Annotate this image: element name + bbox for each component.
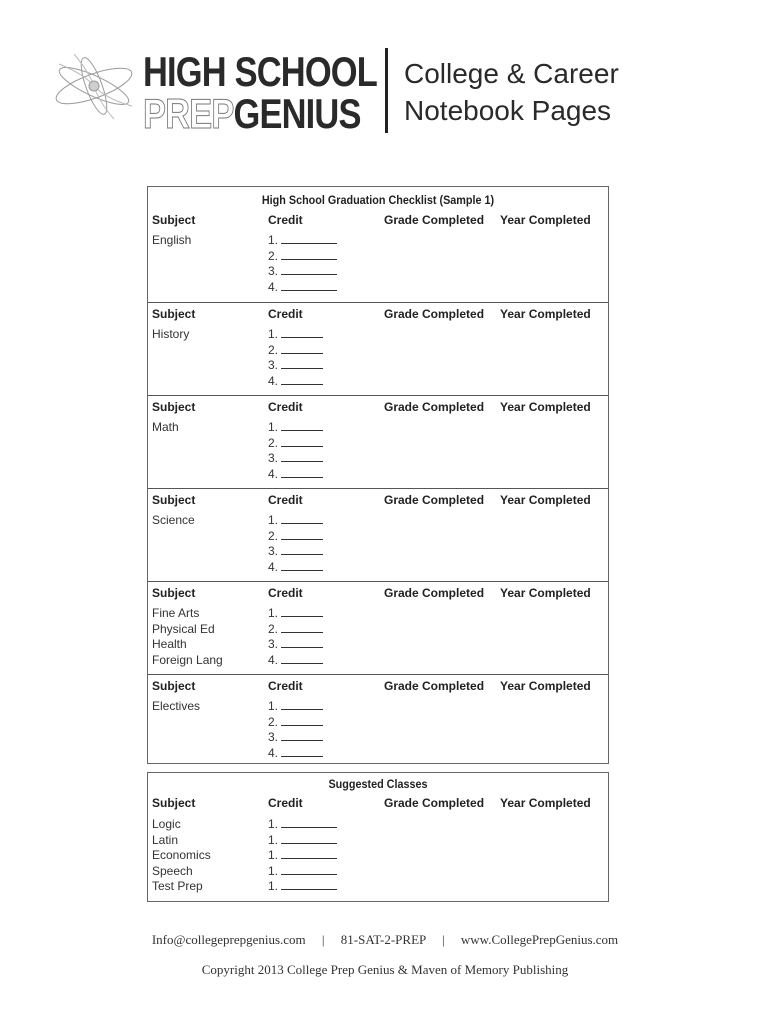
subject-name: Fine Arts	[152, 606, 200, 620]
credit-row	[268, 436, 323, 452]
credit-number: 3.	[268, 264, 279, 278]
credit-number: 3.	[268, 451, 279, 465]
credit-blank-field[interactable]	[281, 833, 337, 844]
credit-number: 1.	[268, 606, 279, 620]
credit-row	[268, 606, 323, 622]
page-header	[0, 0, 770, 150]
credit-blank-field[interactable]	[281, 606, 323, 617]
year-completed-header: Year Completed	[500, 679, 591, 693]
year-completed-header: Year Completed	[500, 213, 591, 227]
credit-row	[268, 358, 323, 374]
grade-completed-header: Grade Completed	[384, 400, 485, 414]
credit-list	[268, 513, 323, 575]
credit-row	[268, 730, 323, 746]
year-completed-header: Year Completed	[500, 400, 591, 414]
credit-row	[268, 513, 323, 529]
credit-row	[268, 544, 323, 560]
credit-row	[268, 280, 337, 296]
credit-blank-field[interactable]	[281, 451, 323, 462]
suggested-title: Suggested Classes	[328, 777, 428, 791]
credit-number: 1.	[268, 817, 279, 831]
subject-name: Science	[152, 513, 195, 527]
credit-number: 4.	[268, 559, 279, 574]
subject-name: Latin	[152, 832, 179, 847]
credit-list	[268, 233, 337, 295]
credit-blank-field[interactable]	[281, 436, 323, 447]
credit-row	[268, 560, 323, 576]
credit-number: 1.	[268, 513, 279, 527]
credit-row	[268, 715, 323, 731]
credit-header: Credit	[268, 307, 303, 321]
footer-copyright: Copyright 2013 College Prep Genius & Maven of Memory Publishing	[201, 962, 569, 977]
swirl-logo-icon	[44, 44, 144, 124]
credit-row	[268, 343, 323, 359]
credit-row	[268, 746, 323, 762]
credit-number: 1.	[268, 233, 279, 247]
credit-blank-field[interactable]	[281, 280, 337, 291]
credit-blank-field[interactable]	[281, 544, 323, 555]
credit-blank-field[interactable]	[281, 233, 337, 244]
subject-header: Subject	[152, 213, 196, 227]
credit-number: 1.	[268, 848, 279, 862]
header-subtitle-line1: College & Career	[404, 58, 619, 89]
credit-row	[268, 467, 323, 483]
credit-list	[268, 420, 323, 482]
subject-name: English	[152, 233, 192, 247]
subject-list	[152, 420, 179, 436]
credit-number: 2.	[268, 528, 279, 543]
subject-name: History	[152, 327, 190, 341]
credit-number: 3.	[268, 358, 279, 372]
credit-blank-field[interactable]	[281, 529, 323, 540]
credit-row	[268, 653, 323, 669]
brand-prep-text: PREP	[143, 90, 234, 137]
credit-list	[268, 327, 323, 389]
credit-number: 4.	[268, 373, 279, 388]
subject-name: Test Prep	[152, 879, 203, 893]
credit-number: 2.	[268, 714, 279, 729]
grade-completed-header: Grade Completed	[384, 679, 485, 693]
subject-header: Subject	[152, 586, 196, 600]
credit-row	[268, 637, 323, 653]
credit-row	[268, 264, 337, 280]
checklist-section	[148, 395, 608, 488]
credit-row	[268, 833, 337, 849]
credit-blank-field[interactable]	[281, 327, 323, 338]
suggested-classes-box	[147, 772, 609, 902]
grade-completed-header: Grade Completed	[384, 307, 485, 321]
credit-header: Credit	[268, 213, 303, 227]
brand-genius-text: GENIUS	[233, 90, 361, 137]
credit-row	[268, 529, 323, 545]
credit-blank-field[interactable]	[281, 513, 323, 524]
credit-row	[268, 622, 323, 638]
credit-blank-field[interactable]	[281, 730, 323, 741]
credit-row	[268, 420, 323, 436]
credit-list	[268, 817, 337, 895]
year-completed-header: Year Completed	[500, 586, 591, 600]
year-completed-header: Year Completed	[500, 796, 591, 810]
subject-list	[152, 817, 211, 895]
checklist-section	[148, 674, 608, 767]
credit-blank-field[interactable]	[281, 467, 323, 478]
credit-row	[268, 848, 337, 864]
subject-header: Subject	[152, 679, 196, 693]
subject-list	[152, 233, 191, 249]
checklist-section	[148, 209, 608, 302]
credit-blank-field[interactable]	[281, 715, 323, 726]
credit-blank-field[interactable]	[281, 249, 337, 260]
subject-name: Health	[152, 637, 187, 651]
grade-completed-header: Grade Completed	[384, 493, 485, 507]
credit-blank-field[interactable]	[281, 746, 323, 757]
suggested-section	[148, 793, 608, 901]
subject-list	[152, 699, 200, 715]
subject-list	[152, 513, 195, 529]
credit-number: 4.	[268, 652, 279, 667]
credit-list	[268, 699, 323, 761]
credit-blank-field[interactable]	[281, 374, 323, 385]
brand-title-line2	[143, 92, 361, 136]
credit-number: 4.	[268, 466, 279, 481]
credit-blank-field[interactable]	[281, 817, 337, 828]
credit-blank-field[interactable]	[281, 864, 337, 875]
credit-number: 1.	[268, 832, 279, 847]
subject-name: Economics	[152, 848, 211, 862]
credit-number: 2.	[268, 342, 279, 357]
year-completed-header: Year Completed	[500, 307, 591, 321]
credit-row	[268, 451, 323, 467]
credit-number: 3.	[268, 544, 279, 558]
credit-number: 3.	[268, 637, 279, 651]
subject-header: Subject	[152, 796, 196, 810]
credit-header: Credit	[268, 493, 303, 507]
credit-blank-field[interactable]	[281, 848, 337, 859]
subject-name: Physical Ed	[152, 621, 215, 636]
credit-blank-field[interactable]	[281, 637, 323, 648]
credit-number: 1.	[268, 863, 279, 878]
credit-list	[268, 606, 323, 668]
credit-blank-field[interactable]	[281, 358, 323, 369]
credit-blank-field[interactable]	[281, 343, 323, 354]
checklist-section	[148, 581, 608, 674]
credit-number: 2.	[268, 435, 279, 450]
subject-list	[152, 327, 189, 343]
checklist-title: High School Graduation Checklist (Sample 1)	[261, 193, 495, 207]
credit-number: 1.	[268, 879, 279, 893]
year-completed-header: Year Completed	[500, 493, 591, 507]
credit-header: Credit	[268, 400, 303, 414]
credit-blank-field[interactable]	[281, 420, 323, 431]
credit-number: 3.	[268, 730, 279, 744]
header-divider	[385, 48, 388, 133]
graduation-checklist-box	[147, 186, 609, 764]
subject-header: Subject	[152, 400, 196, 414]
credit-number: 4.	[268, 745, 279, 760]
credit-number: 2.	[268, 621, 279, 636]
subject-name: Math	[152, 420, 179, 434]
credit-number: 2.	[268, 248, 279, 263]
checklist-section	[148, 488, 608, 581]
grade-completed-header: Grade Completed	[384, 586, 485, 600]
footer-contact: Info@collegeprepgenius.com | 81-SAT-2-PREP | www.CollegePrepGenius.com	[151, 932, 619, 947]
credit-number: 1.	[268, 699, 279, 713]
credit-header: Credit	[268, 796, 303, 810]
credit-row	[268, 817, 337, 833]
credit-number: 1.	[268, 420, 279, 434]
credit-blank-field[interactable]	[281, 560, 323, 571]
grade-completed-header: Grade Completed	[384, 213, 485, 227]
credit-number: 4.	[268, 279, 279, 294]
checklist-section	[148, 302, 608, 395]
subject-list	[152, 606, 223, 668]
credit-blank-field[interactable]	[281, 622, 323, 633]
credit-row	[268, 864, 337, 880]
credit-blank-field[interactable]	[281, 264, 337, 275]
credit-blank-field[interactable]	[281, 879, 337, 890]
credit-header: Credit	[268, 679, 303, 693]
header-subtitle-line2: Notebook Pages	[404, 95, 612, 126]
grade-completed-header: Grade Completed	[384, 796, 485, 810]
credit-row	[268, 249, 337, 265]
credit-blank-field[interactable]	[281, 699, 323, 710]
subject-name: Speech	[152, 863, 193, 878]
credit-row	[268, 374, 323, 390]
credit-row	[268, 699, 323, 715]
credit-row	[268, 233, 337, 249]
subject-name: Foreign Lang	[152, 652, 223, 667]
subject-header: Subject	[152, 493, 196, 507]
credit-blank-field[interactable]	[281, 653, 323, 664]
brand-title-line1: HIGH SCHOOL	[143, 48, 377, 95]
subject-name: Electives	[152, 699, 201, 713]
credit-row	[268, 879, 337, 895]
credit-header: Credit	[268, 586, 303, 600]
subject-name: Logic	[152, 817, 181, 831]
credit-number: 1.	[268, 327, 279, 341]
subject-header: Subject	[152, 307, 196, 321]
credit-row	[268, 327, 323, 343]
